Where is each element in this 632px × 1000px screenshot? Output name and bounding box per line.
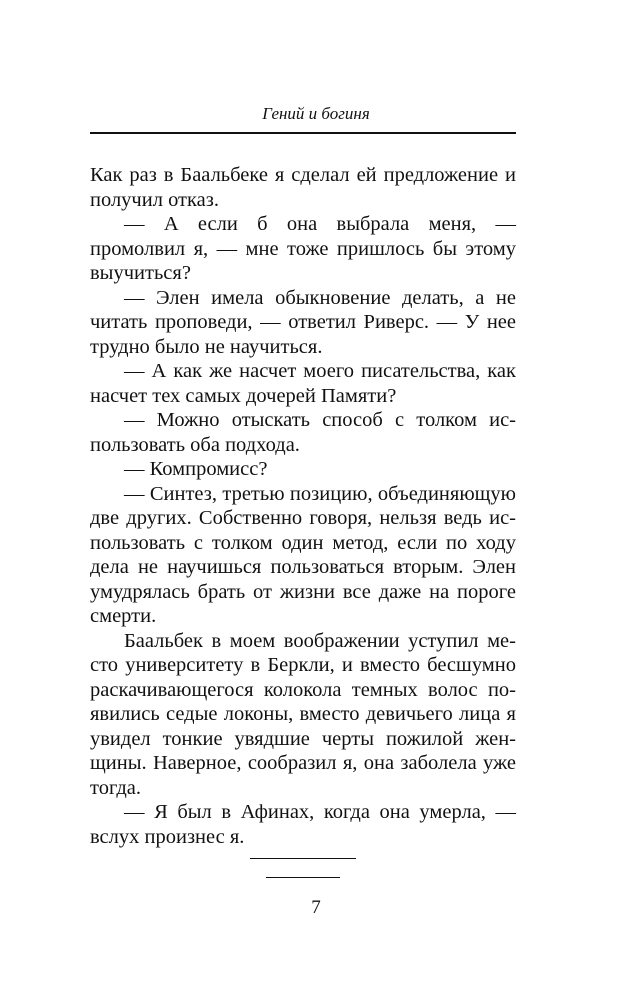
running-header: Гений и богиня — [262, 104, 370, 123]
paragraph: — А если б она выбрала меня, — промолвил я, — мне тоже пришлось бы этому выучиться? — [90, 213, 516, 284]
page-number: 7 — [311, 897, 321, 918]
paragraph: — Можно отыскать способ с толком использовать оба подхода. — [90, 409, 516, 456]
body-text — [90, 163, 516, 849]
footer-rule-long — [250, 858, 356, 859]
paragraph: Баальбек в моем воображении уступил место университету в Беркли, и вместо бесшумно раскачивающегося колокола темных волос появились седые локоны, вместо девичьего лица я увидел тонкие увядшие черты пожилой женщины. Наверное, сообразил я, она заболела уже тогда. — [90, 629, 516, 799]
paragraph: — А как же насчет моего писательства, как насчет тех самых дочерей Памяти? — [90, 360, 516, 407]
paragraph: — Компромисс? — [124, 458, 268, 480]
paragraph: — Синтез, третью позицию, объединяющую две других. Собственно говоря, нельзя ведь использовать с толком один метод, если по ходу дела не научишься пользоваться вторым. Элен умудрялась брать от жизни все даже на пороге смерти. — [90, 482, 516, 627]
paragraph: Как раз в Баальбеке я сделал ей предложение и получил отказ. — [90, 164, 516, 211]
paragraph: — Элен имела обыкновение делать, а не читать проповеди, — ответил Риверс. — У нее трудно было не научиться. — [90, 286, 516, 358]
paragraph: — Я был в Афинах, когда она умерла, — вслух произнес я. — [90, 801, 516, 848]
footer-rule-short — [266, 877, 340, 878]
header-rule — [90, 132, 516, 134]
